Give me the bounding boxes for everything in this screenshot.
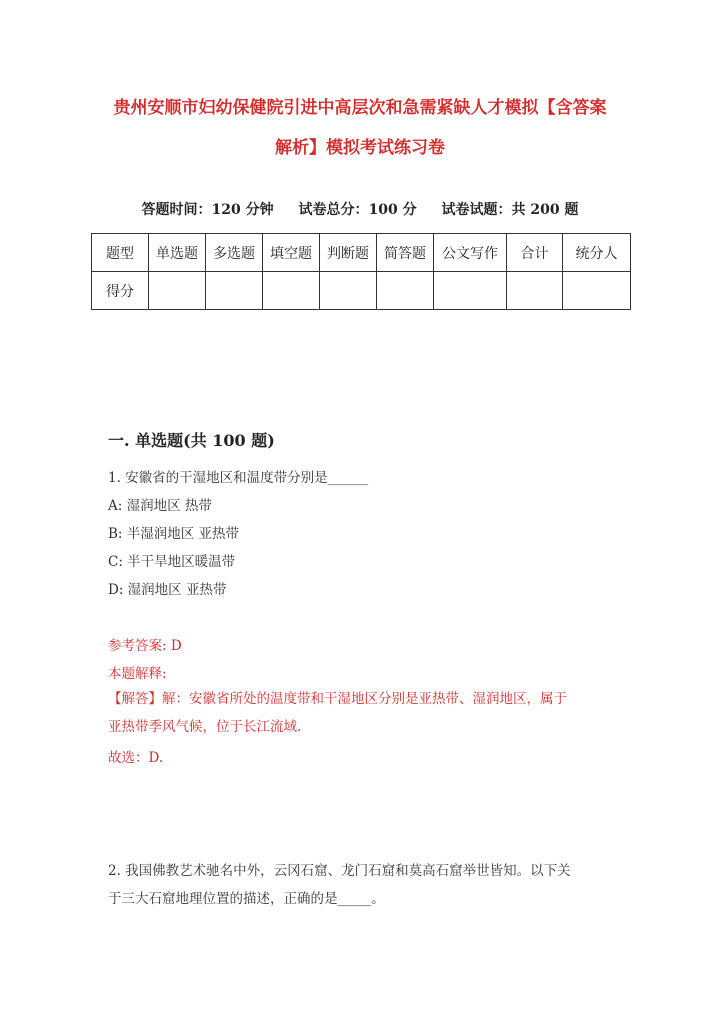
header-cell: 公文写作 <box>434 234 507 272</box>
header-cell: 简答题 <box>377 234 434 272</box>
score-cell <box>434 272 507 310</box>
header-cell: 统分人 <box>563 234 631 272</box>
score-cell <box>206 272 263 310</box>
header-cell: 合计 <box>507 234 563 272</box>
explain-tag: 【解答】 <box>108 691 162 707</box>
score-cell <box>263 272 320 310</box>
question1-option-b: B: 半湿润地区 亚热带 <box>108 526 240 542</box>
score-cell <box>377 272 434 310</box>
question2-stem-line2: 于三大石窟地理位置的描述，正确的是_____。 <box>108 891 385 907</box>
score-cell <box>507 272 563 310</box>
header-cell: 填空题 <box>263 234 320 272</box>
header-cell: 单选题 <box>149 234 206 272</box>
score-table-score-row <box>92 272 631 310</box>
question1-conclusion: 故选：D. <box>108 750 164 766</box>
score-cell <box>563 272 631 310</box>
exam-time: 答题时间：120 分钟 <box>141 202 274 218</box>
exam-total-score: 试卷总分：100 分 <box>298 202 417 218</box>
question2-stem-line1: 2. 我国佛教艺术驰名中外，云冈石窟、龙门石窟和莫高石窟举世皆知。以下关 <box>108 863 571 879</box>
explain-line1: 解：安徽省所处的温度带和干湿地区分别是亚热带、湿润地区，属于 <box>162 691 567 707</box>
question1-answer: 参考答案: D <box>108 638 182 654</box>
question1-explanation <box>108 685 608 741</box>
explain-line2: 亚热带季风气候，位于长江流域. <box>108 719 302 735</box>
question1-option-d: D: 湿润地区 亚热带 <box>108 582 227 598</box>
exam-question-count: 试卷试题：共 200 题 <box>441 202 579 218</box>
header-cell: 判断题 <box>320 234 377 272</box>
exam-title <box>92 88 628 168</box>
score-table-header-row <box>92 234 631 272</box>
score-row-label: 得分 <box>92 272 149 310</box>
header-cell: 题型 <box>92 234 149 272</box>
question1-explain-label: 本题解释: <box>108 666 167 682</box>
section-title: 一. 单选题(共 100 题) <box>108 431 275 450</box>
exam-title-line1: 贵州安顺市妇幼保健院引进中高层次和急需紧缺人才模拟【含答案 <box>113 98 607 118</box>
exam-title-line2: 解析】模拟考试练习卷 <box>275 138 445 158</box>
score-cell <box>149 272 206 310</box>
score-cell <box>320 272 377 310</box>
exam-meta <box>92 199 628 219</box>
question1-stem: 1. 安徽省的干湿地区和温度带分别是______ <box>108 470 369 486</box>
score-table <box>91 233 631 310</box>
question1-option-c: C: 半干旱地区暖温带 <box>108 554 236 570</box>
question1-option-a: A: 湿润地区 热带 <box>108 498 212 514</box>
header-cell: 多选题 <box>206 234 263 272</box>
